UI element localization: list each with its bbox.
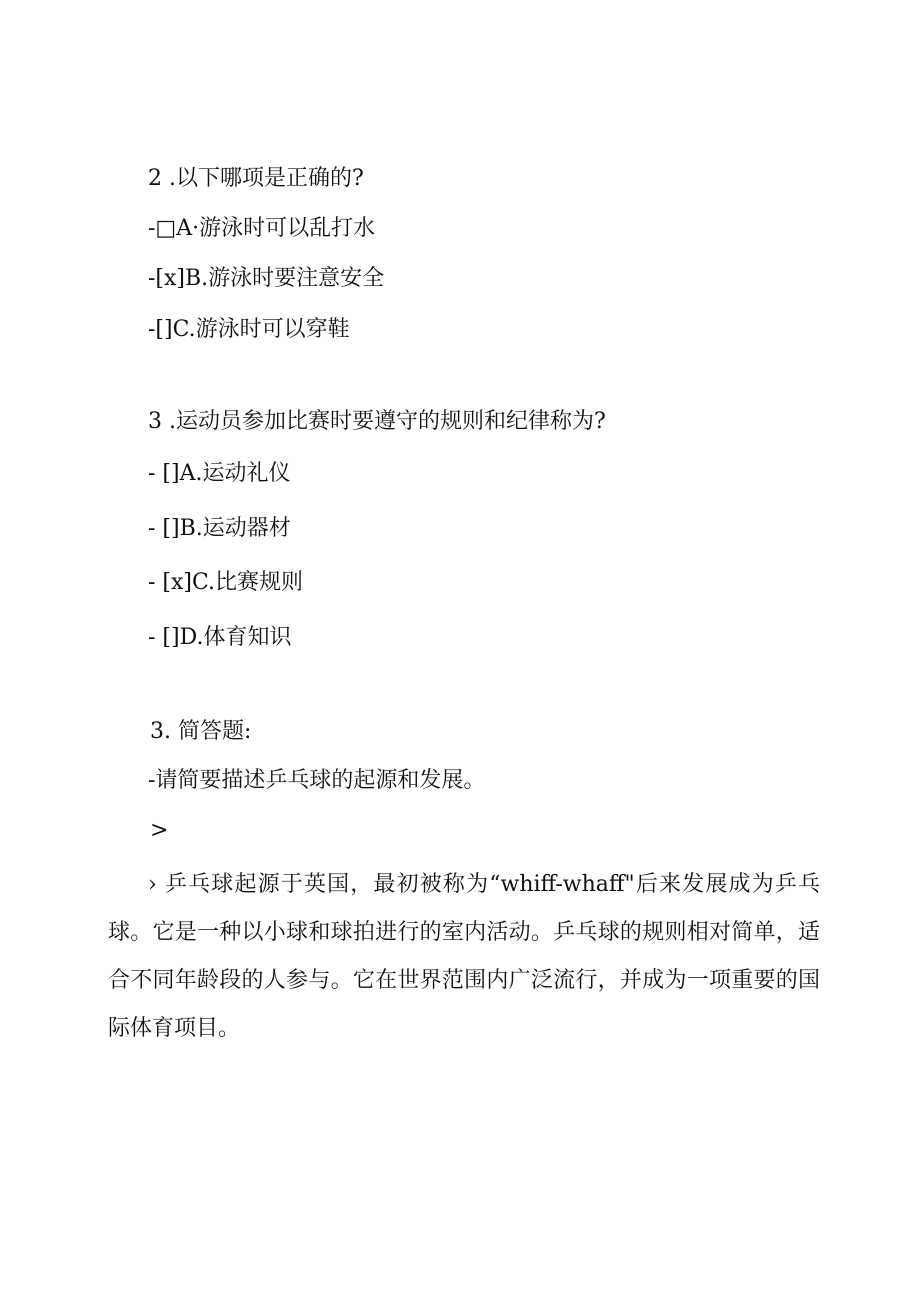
- answer-marker: >: [150, 818, 169, 843]
- q2-option-b: -[x]B.游泳时要注意安全: [148, 266, 385, 291]
- section-3-heading: 3. 简答题:: [150, 719, 252, 744]
- q2-option-c: -[]C.游泳时可以穿鞋: [148, 317, 350, 342]
- answer-paragraph: [108, 861, 820, 1053]
- q3-option-a: - []A.运动礼仪: [148, 461, 291, 486]
- q3-option-c: - [x]C.比赛规则: [148, 570, 304, 595]
- answer-text: › 乒乓球起源于英国，最初被称为“whiff-whaff"后来发展成为乒乓球。它是一种以小球和球拍进行的室内活动。乒乓球的规则相对简单，适合不同年龄段的人参与。它在世界范围内广泛流行，并成为一项重要的国际体育项目。: [108, 872, 820, 1041]
- q3-option-d: - []D.体育知识: [148, 625, 292, 650]
- question-2: 2 .以下哪项是正确的?: [148, 166, 364, 191]
- q2-option-a: -□A·游泳时可以乱打水: [148, 216, 376, 241]
- question-3: 3 .运动员参加比赛时要遵守的规则和纪律称为?: [148, 409, 606, 434]
- short-answer-prompt: -请简要描述乒乓球的起源和发展。: [148, 768, 486, 793]
- q3-option-b: - []B.运动器材: [148, 516, 291, 541]
